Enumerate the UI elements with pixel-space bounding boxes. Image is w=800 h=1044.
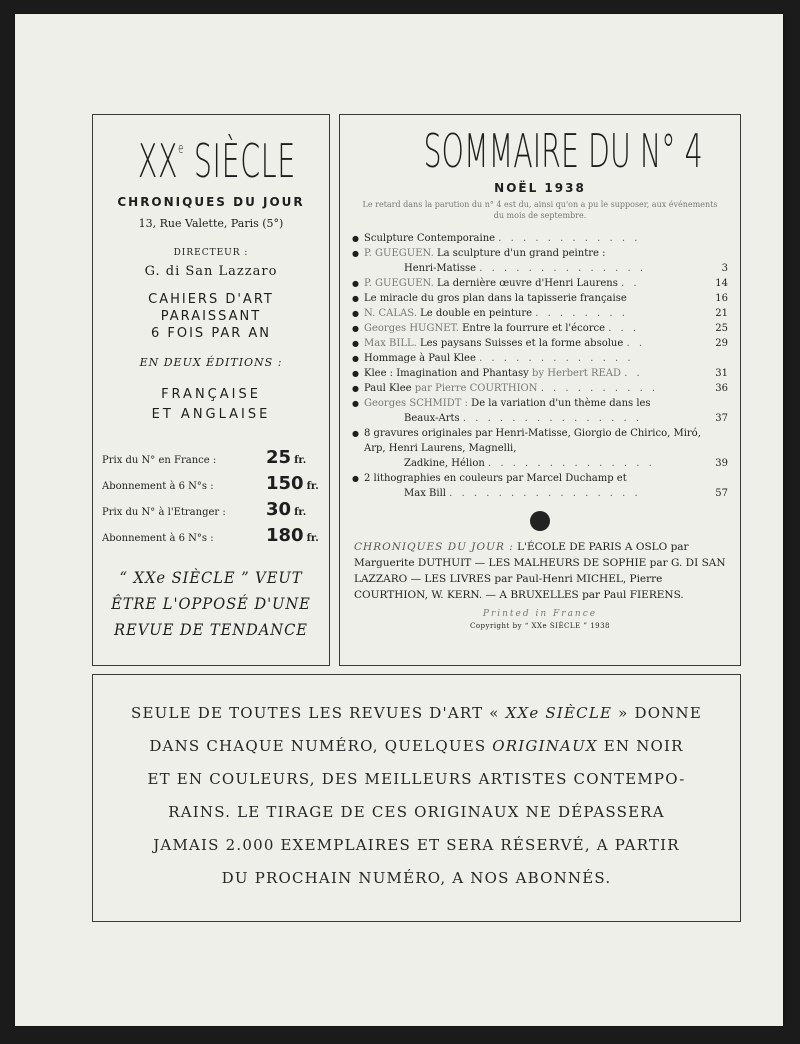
chroniques-section bbox=[352, 539, 728, 603]
editions-languages: FRANÇAISE ET ANGLAISE bbox=[151, 387, 271, 422]
statement-panel bbox=[92, 674, 741, 922]
toc-item: ● 8 gravures originales par Henri-Matisse, Giorgio de Chirico, Miró, Arp, Henri Laurens, Magnelli, Zadkine, Hélion . . . . . . . . . . . . . . 39 bbox=[352, 426, 728, 471]
delay-note: Le retard dans la parution du n° 4 est du, ainsi qu'on a pu le supposer, aux événements du mois de septembre. bbox=[362, 200, 718, 220]
masthead-title: XXe SIÈCLE bbox=[137, 134, 296, 188]
toc-item: ● Sculpture Contemporaine . . . . . . . . . . . . bbox=[352, 231, 728, 246]
price-row: Abonnement à 6 N°s : 150 fr. bbox=[102, 473, 319, 494]
toc-item: ● Le miracle du gros plan dans la tapisserie française 16 bbox=[352, 291, 728, 306]
directeur-name: G. di San Lazzaro bbox=[144, 264, 278, 279]
tagline: “ XXe SIÈCLE ” VEUT ÊTRE L'OPPOSÉ D'UNE REVUE DE TENDANCE bbox=[111, 568, 311, 639]
price-row: Prix du N° à l'Etranger : 30 fr. bbox=[102, 499, 307, 520]
copyright: Copyright by “ XXe SIÈCLE ” 1938 bbox=[469, 622, 611, 630]
statement-text: SEULE DE TOUTES LES REVUES D'ART « XXe SIÈCLE » DONNE DANS CHAQUE NUMÉRO, QUELQUES ORIGINAUX EN NOIR ET EN COULEURS, DES MEILLEURS ARTISTES CONTEMPO- RAINS. LE TIRAGE DE CES ORIGINAUX NE DÉPASSERA JAMAIS 2.000 EXEMPLAIRES ET SERA RÉSERVÉ, A PARTIR DU PROCHAIN NUMÉRO, A NOS ABONNÉS. bbox=[130, 704, 703, 887]
toc-item: ● Georges SCHMIDT : De la variation d'un thème dans les Beaux-Arts . . . . . . . . . . . . . . . 37 bbox=[352, 396, 728, 426]
price-list bbox=[93, 447, 329, 551]
directeur-label: DIRECTEUR : bbox=[173, 248, 249, 258]
magazine-page bbox=[15, 14, 783, 1026]
toc-item: ● P. GUEGUEN. La dernière œuvre d'Henri Laurens . . 14 bbox=[352, 276, 728, 291]
table-of-contents bbox=[352, 231, 728, 501]
masthead-panel bbox=[92, 114, 330, 666]
chroniques-heading: CHRONIQUES DU JOUR : bbox=[354, 541, 514, 553]
toc-item: ● Georges HUGNET. Entre la fourrure et l'écorce . . . 25 bbox=[352, 321, 728, 336]
sommaire-title: SOMMAIRE DU N° 4 bbox=[423, 124, 703, 178]
toc-item: ● Paul Klee par Pierre COURTHION . . . . . . . . . . 36 bbox=[352, 381, 728, 396]
toc-item: ● Max BILL. Les paysans Suisses et la forme absolue . . 29 bbox=[352, 336, 728, 351]
chroniques-text: L'ÉCOLE DE PARIS A OSLO par Marguerite DUTHUIT — LES MALHEURS DE SOPHIE par G. DI SAN LAZZARO — LES LIVRES par Paul-Henri MICHEL, Pierre COURTHION, W. KERN. — A BRUXELLES par Paul FIERENS. bbox=[354, 541, 726, 601]
publisher-address: 13, Rue Valette, Paris (5°) bbox=[138, 217, 284, 230]
printed-in: Printed in France bbox=[482, 609, 598, 619]
price-row: Abonnement à 6 N°s : 180 fr. bbox=[102, 525, 319, 546]
issue-date: NOËL 1938 bbox=[494, 181, 586, 195]
publisher-name: CHRONIQUES DU JOUR bbox=[117, 195, 305, 209]
editions-label: EN DEUX ÉDITIONS : bbox=[139, 356, 283, 369]
toc-item: ● P. GUEGUEN. La sculpture d'un grand peintre : Henri-Matisse . . . . . . . . . . . . . . 3 bbox=[352, 246, 728, 276]
toc-item: ● N. CALAS. Le double en peinture . . . . . . . . 21 bbox=[352, 306, 728, 321]
price-row: Prix du N° en France : 25 fr. bbox=[102, 447, 307, 468]
toc-item: ● 2 lithographies en couleurs par Marcel Duchamp et Max Bill . . . . . . . . . . . . . . . . 57 bbox=[352, 471, 728, 501]
toc-item: ● Hommage à Paul Klee . . . . . . . . . . . . . bbox=[352, 351, 728, 366]
toc-item: ● Klee : Imagination and Phantasy by Herbert READ . . 31 bbox=[352, 366, 728, 381]
ornament-dot bbox=[530, 511, 550, 531]
cahiers-text: CAHIERS D'ART PARAISSANT 6 FOIS PAR AN bbox=[148, 292, 274, 341]
sommaire-panel bbox=[339, 114, 741, 666]
